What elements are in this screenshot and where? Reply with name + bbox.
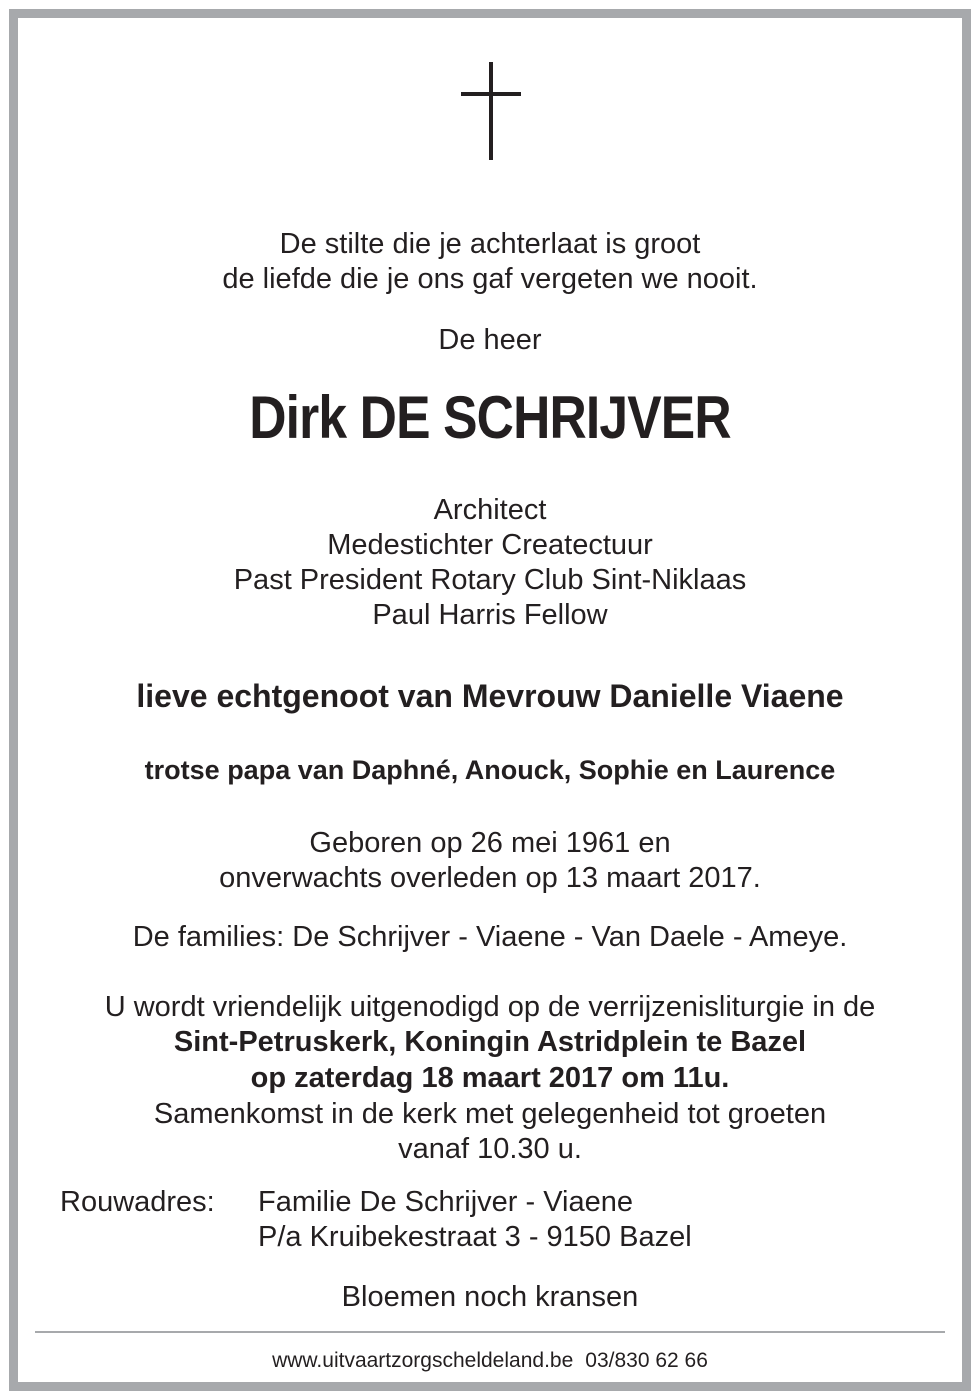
service-date-time: op zaterdag 18 maart 2017 om 11u. <box>250 1062 730 1094</box>
spouse-line: lieve echtgenoot van Mevrouw Danielle Viaene <box>136 678 844 714</box>
title-line: Past President Rotary Club Sint-Niklaas <box>233 564 747 596</box>
cross-icon <box>461 62 521 160</box>
gathering-line-1: Samenkomst in de kerk met gelegenheid tot groeten <box>153 1098 827 1130</box>
footer-phone: 03/830 62 66 <box>585 1349 708 1372</box>
footer-divider <box>35 1331 945 1333</box>
title-line: Medestichter Createctuur <box>327 529 653 561</box>
mourning-address-line-2: P/a Kruibekestraat 3 - 9150 Bazel <box>258 1221 692 1253</box>
poem-line-1: De stilte die je achterlaat is groot <box>279 228 701 260</box>
salutation: De heer <box>438 324 542 356</box>
service-invitation: U wordt vriendelijk uitgenodigd op de verrijzenisliturgie in de <box>104 991 876 1023</box>
footer <box>0 1350 980 1371</box>
deceased-name: Dirk DE SCHRIJVER <box>249 384 731 451</box>
service-church: Sint-Petruskerk, Koningin Astridplein te Bazel <box>173 1026 807 1058</box>
flowers-note: Bloemen noch kransen <box>341 1281 639 1313</box>
children-line: trotse papa van Daphné, Anouck, Sophie en Laurence <box>144 755 836 785</box>
title-line: Architect <box>433 494 547 526</box>
mourning-address-line-1: Familie De Schrijver - Viaene <box>258 1186 633 1218</box>
footer-website[interactable]: www.uitvaartzorgscheldeland.be <box>272 1349 574 1372</box>
poem-line-2: de liefde die je ons gaf vergeten we nooit. <box>222 263 758 295</box>
families-line: De families: De Schrijver - Viaene - Van Daele - Ameye. <box>132 921 848 953</box>
mourning-address-label: Rouwadres: <box>60 1186 215 1218</box>
birth-line-1: Geboren op 26 mei 1961 en <box>309 827 671 859</box>
gathering-line-2: vanaf 10.30 u. <box>398 1133 582 1165</box>
birth-line-2: onverwachts overleden op 13 maart 2017. <box>219 862 761 894</box>
title-line: Paul Harris Fellow <box>372 599 608 631</box>
